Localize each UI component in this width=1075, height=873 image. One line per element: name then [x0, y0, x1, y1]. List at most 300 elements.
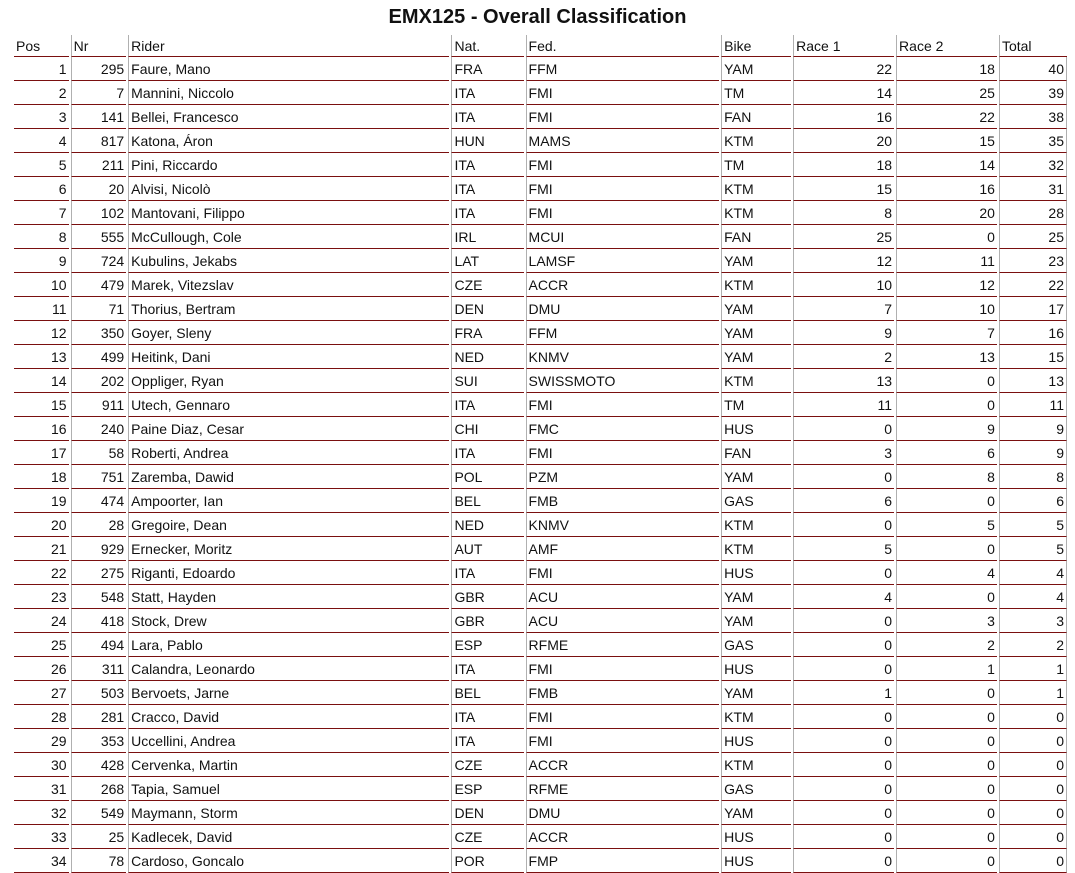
cell-total: 4 [999, 585, 1067, 609]
cell-bike: KTM [721, 273, 791, 297]
cell-fed: FMI [526, 657, 720, 681]
cell-bike: KTM [721, 513, 791, 537]
cell-race-2: 0 [896, 681, 997, 705]
cell-pos: 17 [14, 441, 69, 465]
cell-total: 9 [999, 417, 1067, 441]
table-row [14, 705, 1067, 729]
cell-race-2: 10 [896, 297, 997, 321]
cell-bike: YAM [721, 465, 791, 489]
cell-bike: KTM [721, 201, 791, 225]
cell-nr: 58 [71, 441, 127, 465]
cell-rider: Stock, Drew [128, 609, 449, 633]
table-row [14, 297, 1067, 321]
cell-race-1: 20 [793, 129, 894, 153]
cell-total: 5 [999, 537, 1067, 561]
cell-rider: Zaremba, Dawid [128, 465, 449, 489]
cell-rider: Oppliger, Ryan [128, 369, 449, 393]
cell-nat: ITA [451, 729, 523, 753]
table-row [14, 249, 1067, 273]
cell-total: 1 [999, 657, 1067, 681]
cell-pos: 18 [14, 465, 69, 489]
cell-nr: 428 [71, 753, 127, 777]
cell-nat: ESP [451, 633, 523, 657]
cell-nr: 25 [71, 825, 127, 849]
cell-pos: 8 [14, 225, 69, 249]
cell-pos: 32 [14, 801, 69, 825]
cell-total: 23 [999, 249, 1067, 273]
cell-race-2: 0 [896, 777, 997, 801]
cell-rider: Katona, Áron [128, 129, 449, 153]
cell-fed: FMI [526, 177, 720, 201]
cell-race-2: 18 [896, 57, 997, 81]
cell-nr: 268 [71, 777, 127, 801]
cell-bike: YAM [721, 249, 791, 273]
cell-nat: SUI [451, 369, 523, 393]
cell-pos: 5 [14, 153, 69, 177]
cell-race-1: 10 [793, 273, 894, 297]
cell-pos: 2 [14, 81, 69, 105]
cell-bike: KTM [721, 129, 791, 153]
cell-pos: 16 [14, 417, 69, 441]
cell-fed: DMU [526, 297, 720, 321]
cell-bike: HUS [721, 849, 791, 873]
cell-pos: 13 [14, 345, 69, 369]
cell-race-2: 3 [896, 609, 997, 633]
cell-nr: 202 [71, 369, 127, 393]
cell-nat: ITA [451, 561, 523, 585]
cell-nr: 141 [71, 105, 127, 129]
column-header-fed: Fed. [526, 35, 720, 57]
cell-pos: 34 [14, 849, 69, 873]
cell-race-2: 25 [896, 81, 997, 105]
table-row [14, 417, 1067, 441]
cell-nat: ITA [451, 657, 523, 681]
cell-race-2: 4 [896, 561, 997, 585]
cell-race-2: 0 [896, 801, 997, 825]
table-row [14, 57, 1067, 81]
cell-race-2: 0 [896, 489, 997, 513]
cell-race-2: 20 [896, 201, 997, 225]
cell-rider: McCullough, Cole [128, 225, 449, 249]
cell-nat: FRA [451, 321, 523, 345]
cell-nr: 549 [71, 801, 127, 825]
table-row [14, 273, 1067, 297]
cell-fed: FMI [526, 81, 720, 105]
column-header-nat: Nat. [451, 35, 523, 57]
cell-fed: ACU [526, 585, 720, 609]
cell-fed: FMP [526, 849, 720, 873]
cell-rider: Tapia, Samuel [128, 777, 449, 801]
cell-race-1: 15 [793, 177, 894, 201]
table-row [14, 489, 1067, 513]
cell-bike: KTM [721, 753, 791, 777]
cell-nat: DEN [451, 801, 523, 825]
cell-pos: 19 [14, 489, 69, 513]
cell-bike: FAN [721, 105, 791, 129]
cell-total: 0 [999, 777, 1067, 801]
cell-fed: FMI [526, 441, 720, 465]
cell-bike: YAM [721, 57, 791, 81]
cell-race-2: 0 [896, 753, 997, 777]
cell-pos: 31 [14, 777, 69, 801]
cell-total: 2 [999, 633, 1067, 657]
cell-rider: Ernecker, Moritz [128, 537, 449, 561]
cell-fed: FMB [526, 489, 720, 513]
column-header-nr: Nr [71, 35, 127, 57]
cell-nr: 7 [71, 81, 127, 105]
cell-fed: FMI [526, 561, 720, 585]
cell-race-2: 7 [896, 321, 997, 345]
cell-fed: FMI [526, 201, 720, 225]
table-row [14, 441, 1067, 465]
cell-nr: 28 [71, 513, 127, 537]
cell-nat: POR [451, 849, 523, 873]
cell-total: 6 [999, 489, 1067, 513]
cell-bike: KTM [721, 705, 791, 729]
cell-bike: FAN [721, 225, 791, 249]
cell-rider: Pini, Riccardo [128, 153, 449, 177]
column-header-bike: Bike [721, 35, 791, 57]
cell-race-2: 6 [896, 441, 997, 465]
cell-total: 1 [999, 681, 1067, 705]
table-row [14, 585, 1067, 609]
cell-race-2: 0 [896, 849, 997, 873]
cell-nr: 479 [71, 273, 127, 297]
cell-rider: Riganti, Edoardo [128, 561, 449, 585]
table-row [14, 657, 1067, 681]
table-row [14, 561, 1067, 585]
table-row [14, 825, 1067, 849]
cell-total: 0 [999, 705, 1067, 729]
cell-race-1: 16 [793, 105, 894, 129]
cell-total: 17 [999, 297, 1067, 321]
cell-race-1: 0 [793, 417, 894, 441]
cell-nat: POL [451, 465, 523, 489]
cell-race-1: 7 [793, 297, 894, 321]
table-row [14, 321, 1067, 345]
cell-total: 4 [999, 561, 1067, 585]
cell-total: 9 [999, 441, 1067, 465]
cell-rider: Maymann, Storm [128, 801, 449, 825]
cell-fed: RFME [526, 777, 720, 801]
cell-rider: Gregoire, Dean [128, 513, 449, 537]
cell-total: 31 [999, 177, 1067, 201]
cell-fed: SWISSMOTO [526, 369, 720, 393]
cell-race-2: 0 [896, 393, 997, 417]
cell-nat: ITA [451, 177, 523, 201]
cell-bike: KTM [721, 537, 791, 561]
cell-rider: Mantovani, Filippo [128, 201, 449, 225]
cell-total: 0 [999, 849, 1067, 873]
cell-race-1: 0 [793, 633, 894, 657]
table-row [14, 537, 1067, 561]
cell-pos: 1 [14, 57, 69, 81]
cell-nr: 350 [71, 321, 127, 345]
table-row [14, 465, 1067, 489]
cell-rider: Alvisi, Nicolò [128, 177, 449, 201]
cell-fed: FMI [526, 105, 720, 129]
table-row [14, 609, 1067, 633]
cell-rider: Lara, Pablo [128, 633, 449, 657]
cell-race-2: 2 [896, 633, 997, 657]
cell-nat: CZE [451, 825, 523, 849]
cell-bike: TM [721, 393, 791, 417]
cell-fed: FFM [526, 321, 720, 345]
cell-pos: 3 [14, 105, 69, 129]
column-header-race-1: Race 1 [793, 35, 894, 57]
cell-total: 25 [999, 225, 1067, 249]
page-title: EMX125 - Overall Classification [388, 6, 687, 28]
overall-classification-table [12, 35, 1069, 873]
cell-race-2: 15 [896, 129, 997, 153]
cell-nr: 555 [71, 225, 127, 249]
cell-race-2: 12 [896, 273, 997, 297]
table-row [14, 633, 1067, 657]
cell-bike: HUS [721, 561, 791, 585]
cell-nat: ITA [451, 153, 523, 177]
cell-race-1: 25 [793, 225, 894, 249]
cell-rider: Bervoets, Jarne [128, 681, 449, 705]
cell-race-2: 0 [896, 585, 997, 609]
cell-pos: 14 [14, 369, 69, 393]
cell-bike: YAM [721, 681, 791, 705]
cell-nat: NED [451, 513, 523, 537]
cell-rider: Kubulins, Jekabs [128, 249, 449, 273]
cell-total: 11 [999, 393, 1067, 417]
cell-nat: ESP [451, 777, 523, 801]
cell-total: 28 [999, 201, 1067, 225]
column-header-total: Total [999, 35, 1067, 57]
cell-total: 5 [999, 513, 1067, 537]
cell-bike: GAS [721, 489, 791, 513]
column-header-pos: Pos [14, 35, 69, 57]
cell-total: 22 [999, 273, 1067, 297]
cell-nr: 474 [71, 489, 127, 513]
cell-fed: ACCR [526, 825, 720, 849]
cell-nr: 295 [71, 57, 127, 81]
cell-fed: ACCR [526, 753, 720, 777]
cell-race-1: 0 [793, 825, 894, 849]
cell-fed: FMI [526, 393, 720, 417]
cell-nat: GBR [451, 609, 523, 633]
cell-total: 32 [999, 153, 1067, 177]
cell-fed: MCUI [526, 225, 720, 249]
cell-race-1: 8 [793, 201, 894, 225]
cell-rider: Cracco, David [128, 705, 449, 729]
cell-fed: ACCR [526, 273, 720, 297]
cell-nr: 311 [71, 657, 127, 681]
cell-fed: PZM [526, 465, 720, 489]
column-header-rider: Rider [128, 35, 449, 57]
cell-race-1: 0 [793, 513, 894, 537]
cell-nr: 211 [71, 153, 127, 177]
cell-race-1: 0 [793, 561, 894, 585]
cell-rider: Utech, Gennaro [128, 393, 449, 417]
table-row [14, 129, 1067, 153]
cell-nr: 78 [71, 849, 127, 873]
cell-nr: 929 [71, 537, 127, 561]
cell-nr: 102 [71, 201, 127, 225]
table-row [14, 177, 1067, 201]
cell-race-1: 2 [793, 345, 894, 369]
cell-nat: HUN [451, 129, 523, 153]
cell-total: 16 [999, 321, 1067, 345]
cell-rider: Kadlecek, David [128, 825, 449, 849]
cell-nat: LAT [451, 249, 523, 273]
table-row [14, 225, 1067, 249]
cell-fed: AMF [526, 537, 720, 561]
cell-pos: 15 [14, 393, 69, 417]
cell-race-1: 0 [793, 465, 894, 489]
table-row [14, 153, 1067, 177]
cell-fed: RFME [526, 633, 720, 657]
cell-pos: 10 [14, 273, 69, 297]
cell-nr: 418 [71, 609, 127, 633]
cell-nr: 817 [71, 129, 127, 153]
cell-fed: DMU [526, 801, 720, 825]
cell-race-1: 14 [793, 81, 894, 105]
cell-pos: 11 [14, 297, 69, 321]
cell-nr: 275 [71, 561, 127, 585]
cell-rider: Marek, Vitezslav [128, 273, 449, 297]
cell-nr: 503 [71, 681, 127, 705]
table-row [14, 345, 1067, 369]
cell-nr: 499 [71, 345, 127, 369]
cell-nat: NED [451, 345, 523, 369]
cell-nr: 20 [71, 177, 127, 201]
cell-race-1: 0 [793, 801, 894, 825]
cell-race-2: 5 [896, 513, 997, 537]
cell-fed: FMI [526, 153, 720, 177]
cell-nat: ITA [451, 201, 523, 225]
cell-nat: CZE [451, 753, 523, 777]
table-row [14, 849, 1067, 873]
cell-race-2: 22 [896, 105, 997, 129]
cell-nr: 548 [71, 585, 127, 609]
cell-race-1: 12 [793, 249, 894, 273]
table-row [14, 777, 1067, 801]
cell-rider: Mannini, Niccolo [128, 81, 449, 105]
cell-race-1: 0 [793, 705, 894, 729]
cell-bike: KTM [721, 369, 791, 393]
cell-nr: 71 [71, 297, 127, 321]
cell-fed: FFM [526, 57, 720, 81]
cell-pos: 29 [14, 729, 69, 753]
cell-total: 0 [999, 729, 1067, 753]
cell-nr: 240 [71, 417, 127, 441]
cell-fed: FMB [526, 681, 720, 705]
cell-pos: 12 [14, 321, 69, 345]
cell-race-1: 0 [793, 729, 894, 753]
table-row [14, 201, 1067, 225]
cell-bike: FAN [721, 441, 791, 465]
cell-race-1: 0 [793, 849, 894, 873]
cell-nr: 494 [71, 633, 127, 657]
table-row [14, 105, 1067, 129]
cell-nr: 751 [71, 465, 127, 489]
results-body [14, 57, 1067, 873]
cell-race-1: 3 [793, 441, 894, 465]
cell-race-1: 11 [793, 393, 894, 417]
cell-race-2: 8 [896, 465, 997, 489]
cell-nat: ITA [451, 105, 523, 129]
cell-race-1: 6 [793, 489, 894, 513]
cell-bike: HUS [721, 417, 791, 441]
cell-bike: YAM [721, 801, 791, 825]
cell-rider: Paine Diaz, Cesar [128, 417, 449, 441]
cell-nr: 281 [71, 705, 127, 729]
cell-rider: Calandra, Leonardo [128, 657, 449, 681]
cell-nat: GBR [451, 585, 523, 609]
cell-race-2: 1 [896, 657, 997, 681]
cell-race-1: 0 [793, 609, 894, 633]
cell-total: 38 [999, 105, 1067, 129]
cell-race-2: 14 [896, 153, 997, 177]
cell-race-1: 13 [793, 369, 894, 393]
cell-race-2: 11 [896, 249, 997, 273]
cell-nat: AUT [451, 537, 523, 561]
column-header-race-2: Race 2 [896, 35, 997, 57]
cell-bike: YAM [721, 609, 791, 633]
table-row [14, 393, 1067, 417]
cell-pos: 27 [14, 681, 69, 705]
cell-pos: 4 [14, 129, 69, 153]
cell-rider: Cardoso, Goncalo [128, 849, 449, 873]
cell-race-2: 0 [896, 705, 997, 729]
cell-race-2: 0 [896, 825, 997, 849]
cell-total: 0 [999, 825, 1067, 849]
table-row [14, 753, 1067, 777]
cell-rider: Goyer, Sleny [128, 321, 449, 345]
cell-nr: 911 [71, 393, 127, 417]
cell-fed: FMI [526, 705, 720, 729]
cell-race-1: 1 [793, 681, 894, 705]
cell-pos: 6 [14, 177, 69, 201]
cell-pos: 24 [14, 609, 69, 633]
cell-race-1: 22 [793, 57, 894, 81]
cell-nat: FRA [451, 57, 523, 81]
cell-fed: ACU [526, 609, 720, 633]
cell-total: 40 [999, 57, 1067, 81]
cell-nat: BEL [451, 489, 523, 513]
cell-race-1: 18 [793, 153, 894, 177]
cell-race-2: 13 [896, 345, 997, 369]
cell-pos: 23 [14, 585, 69, 609]
cell-total: 39 [999, 81, 1067, 105]
cell-bike: YAM [721, 585, 791, 609]
cell-bike: TM [721, 153, 791, 177]
cell-total: 0 [999, 753, 1067, 777]
cell-pos: 30 [14, 753, 69, 777]
table-row [14, 801, 1067, 825]
cell-total: 0 [999, 801, 1067, 825]
cell-race-1: 0 [793, 777, 894, 801]
cell-bike: YAM [721, 297, 791, 321]
table-row [14, 81, 1067, 105]
cell-nr: 353 [71, 729, 127, 753]
cell-race-2: 0 [896, 369, 997, 393]
table-row [14, 369, 1067, 393]
cell-race-1: 0 [793, 657, 894, 681]
cell-pos: 28 [14, 705, 69, 729]
cell-bike: HUS [721, 657, 791, 681]
cell-pos: 7 [14, 201, 69, 225]
cell-total: 3 [999, 609, 1067, 633]
cell-fed: FMC [526, 417, 720, 441]
cell-bike: YAM [721, 345, 791, 369]
cell-fed: LAMSF [526, 249, 720, 273]
table-row [14, 513, 1067, 537]
